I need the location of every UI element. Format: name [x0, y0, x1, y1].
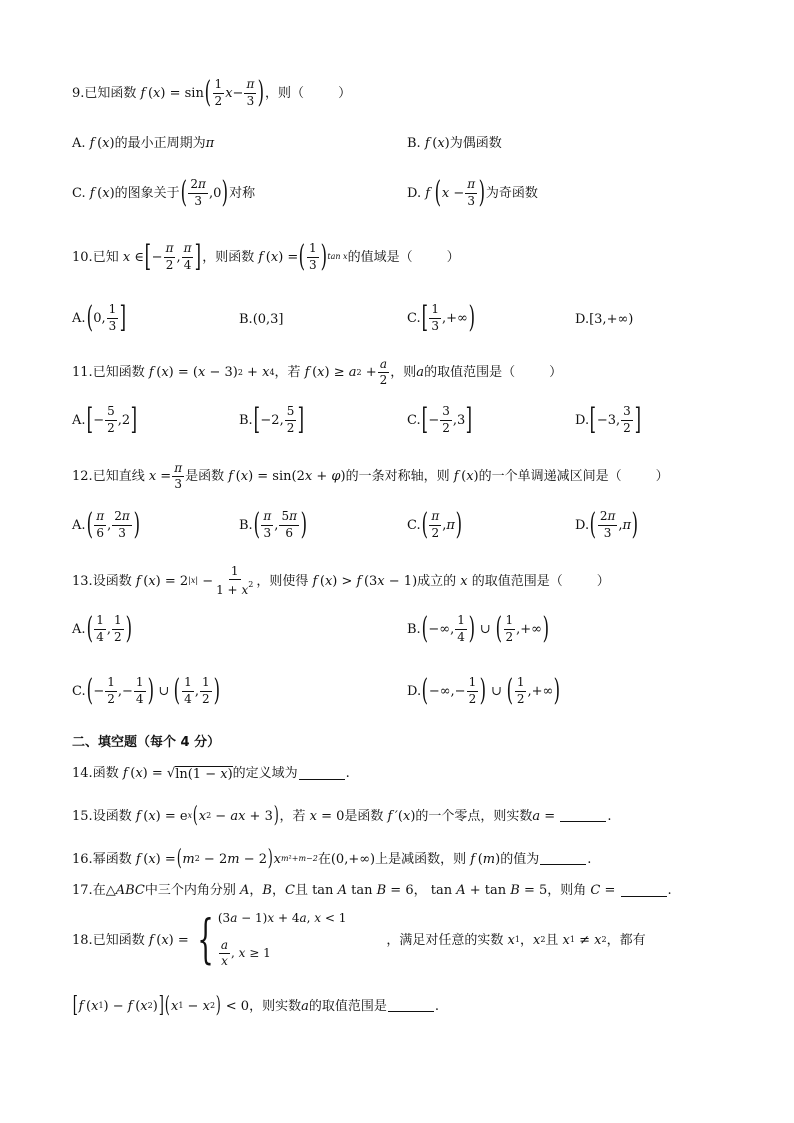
option-11a: A. [ − $\frac{5}{2}$ ,2 ] — [72, 402, 138, 437]
stem-text: ） — [596, 573, 610, 589]
question-number: 15. — [72, 808, 93, 824]
stem-text: ，则（ — [265, 85, 305, 101]
stem-text: 是函数 — [344, 808, 384, 824]
question-10: 10. 已知 x ∈ [ − $\frac{\pi}{2}$ , $\frac{\pi}{4}$ ] ，则函数 f ( x ) = ( $\frac{1}{3}$ ) tan x 的值域是（ ） — [72, 239, 460, 274]
question-number: 11. — [72, 365, 93, 381]
option-10d — [575, 313, 633, 326]
option-label: D. — [575, 517, 590, 533]
end-mark: . — [667, 883, 672, 898]
option-12a: A. ( $\frac{\pi}{6}$ , $\frac{2\pi}{3}$ ) — [72, 507, 140, 542]
option-9b: B. f ( x ) 为偶函数 — [407, 136, 502, 151]
option-value: (0,3] — [252, 312, 284, 327]
question-11: 11. 已知函数 f ( x ) = ( x − 3) 2 + x 4 ，若 f ( x ) ≥ a 2 + $\frac{a}{2}$ ，则 a 的取值范围是（ ） — [72, 357, 563, 388]
stem-text: ，都有 — [606, 932, 646, 948]
stem-text: ，则角 — [547, 883, 587, 898]
question-number: 17. — [72, 883, 93, 898]
option-label: D. — [575, 412, 590, 428]
option-13d: D. ( −∞,− $\frac{1}{2}$ ) ∪ ( $\frac{1}{2}$ ,+∞ ) — [407, 673, 561, 708]
stem-text: 的值为 — [500, 851, 540, 867]
question-18-line-2: [ f ( x 1 ) − f ( x 2 ) ] ( x 1 − x 2 ) < 0 ，则实数 a 的取值范围是 . — [72, 993, 439, 1018]
question-16: 16. 幂函数 f ( x ) = ( m 2 − 2 m − 2 ) x m²+m−2 在 (0,+∞) 上是减函数，则 f ( m ) 的值为 . — [72, 846, 592, 871]
stem-text: 的定义域为 — [232, 766, 298, 781]
option-label: B. — [239, 412, 253, 428]
stem-text: 的一条对称轴，则 — [345, 469, 450, 485]
option-11c: C. [ − $\frac{3}{2}$ ,3 ] — [407, 402, 473, 437]
stem-text: 的取值范围是（ — [424, 365, 516, 381]
option-label: D. — [407, 683, 422, 699]
option-label: C. — [407, 517, 421, 533]
stem-text: ， — [249, 883, 263, 898]
option-13a: A. ( $\frac{1}{4}$ , $\frac{1}{2}$ ) — [72, 611, 132, 646]
stem-text: ，若 — [279, 808, 306, 824]
option-label: B. — [407, 136, 421, 151]
option-label: B. — [239, 517, 253, 533]
stem-text: ） — [655, 469, 669, 485]
stem-text: ，则 — [390, 365, 417, 381]
option-label: A. — [72, 621, 86, 637]
end-mark: . — [587, 851, 592, 867]
option-label: D. — [575, 312, 590, 327]
option-text: 的最小正周期为 — [114, 136, 206, 151]
option-13c: C. ( − $\frac{1}{2}$ ,− $\frac{1}{4}$ ) ∪ ( $\frac{1}{4}$ , $\frac{1}{2}$ ) — [72, 673, 220, 708]
stem-text: ，若 — [274, 365, 301, 381]
option-label: B. — [239, 312, 253, 327]
option-text: 的图象关于 — [114, 185, 180, 201]
stem-text: ，则使得 — [256, 573, 309, 589]
end-mark: . — [345, 766, 350, 781]
option-label: C. — [407, 310, 421, 326]
question-number: 16. — [72, 851, 93, 867]
option-value: [3,+∞) — [589, 312, 634, 327]
question-12: 12. 已知直线 x = $\frac{\pi}{3}$ 是函数 f ( x ) = sin(2 x + φ ) 的一条对称轴，则 f ( x ) 的一个单调递减区间是（ ） — [72, 461, 669, 492]
question-number: 14. — [72, 766, 93, 781]
stem-text: ， — [271, 883, 285, 898]
stem-text: ，满足对任意的实数 — [386, 932, 504, 948]
stem-text: 是函数 — [185, 469, 225, 485]
stem-text: 且 — [294, 883, 308, 898]
stem-text: 幂函数 — [92, 851, 132, 867]
option-10b — [239, 313, 284, 326]
question-15: 15. 设函数 f ( x ) = e x ( x 2 − ax + 3 ) ，若 x = 0 是函数 f ′ ( x ) 的一个零点，则实数 a = . — [72, 803, 612, 828]
stem-text: ，则函数 — [202, 249, 255, 265]
option-12b: B. ( $\frac{\pi}{3}$ , $\frac{5\pi}{6}$ ) — [239, 507, 308, 542]
stem-text: 设函数 — [92, 808, 132, 824]
option-11b: B. [ −2, $\frac{5}{2}$ ] — [239, 402, 305, 437]
stem-text: ） — [446, 249, 460, 265]
question-9: 9. 已知函数 f ( x ) = sin ( $\frac{1}{2}$ x − $\frac{\pi}{3}$ ) ，则（ ） — [72, 75, 352, 110]
end-mark: . — [434, 998, 439, 1014]
option-label: D. — [407, 185, 422, 201]
question-18: 18. 已知函数 f ( x ) = { (3a − 1)x + 4a, x < 1 $\frac{a}{x}$ , x ≥ 1 ，满足对任意的实数 x 1 ， x 2 且 x 1 ≠ x 2 ，都有 — [72, 910, 646, 970]
stem-text: 在 — [92, 883, 106, 898]
question-13: 13. 设函数 f ( x ) = 2 |x| − $\frac{1}{1 + x^2}$ ，则使得 f ( x ) > f (3 x − 1) 成立的 x 的取值范围是（ ） — [72, 564, 610, 598]
question-number: 13. — [72, 573, 93, 589]
option-12d: D. ( $\frac{2\pi}{3}$ , π ) — [575, 507, 639, 542]
stem-text: ，则实数 — [249, 998, 302, 1014]
option-12c: C. ( $\frac{\pi}{2}$ , π ) — [407, 507, 463, 542]
stem-text: 的一个零点，则实数 — [415, 808, 533, 824]
stem-text: ） — [549, 365, 563, 381]
answer-blank[interactable] — [621, 885, 667, 897]
stem-text: 设函数 — [92, 573, 132, 589]
option-10a: A. ( 0, $\frac{1}{3}$ ] — [72, 300, 127, 335]
question-17: 17. 在 △ ABC 中三个内角分别 A ， B ， C 且 tan A tan B = 6 ， tan A + tan B = 5 ，则角 C = . — [72, 883, 672, 898]
stem-text: 的值域是（ — [347, 249, 413, 265]
option-13b: B. ( −∞, $\frac{1}{4}$ ) ∪ ( $\frac{1}{2}$ ,+∞ ) — [407, 611, 550, 646]
option-9c: C. f ( x ) 的图象关于 ( $\frac{2\pi}{3}$ ,0 ) 对称 — [72, 175, 256, 210]
stem-text: 已知 — [92, 249, 119, 265]
option-text: 为偶函数 — [449, 136, 502, 151]
section-heading: 二、填空题（每个 4 分） — [72, 735, 221, 750]
option-label: C. — [72, 185, 86, 201]
stem-text: 已知函数 — [92, 365, 145, 381]
stem-text: 上是减函数，则 — [375, 851, 467, 867]
question-14: 14. 函数 f ( x ) = √ ln(1 − x) 的定义域为 . — [72, 766, 350, 782]
stem-text: 的取值范围是 — [308, 998, 387, 1014]
answer-blank[interactable] — [299, 768, 345, 780]
option-label: A. — [72, 136, 86, 151]
stem-text: 的一个单调递减区间是（ — [478, 469, 622, 485]
stem-text: ） — [338, 85, 352, 101]
stem-text: 已知函数 — [84, 85, 137, 101]
option-label: B. — [407, 621, 421, 637]
answer-blank[interactable] — [540, 853, 586, 865]
option-9a: A. f ( x ) 的最小正周期为 π — [72, 136, 215, 151]
option-label: C. — [407, 412, 421, 428]
stem-text: 在 — [317, 851, 331, 867]
question-number: 12. — [72, 469, 93, 485]
question-number: 10. — [72, 249, 93, 265]
stem-text: 函数 — [92, 766, 119, 781]
stem-text: 的取值范围是（ — [471, 573, 563, 589]
option-label: A. — [72, 412, 86, 428]
answer-blank[interactable] — [560, 810, 606, 822]
stem-text: 已知函数 — [92, 932, 145, 948]
option-text: 为奇函数 — [485, 185, 538, 201]
option-label: A. — [72, 310, 86, 326]
stem-text: ， — [413, 883, 427, 898]
stem-text: 中三个内角分别 — [144, 883, 236, 898]
option-label: C. — [72, 683, 86, 699]
end-mark: . — [607, 808, 612, 824]
question-number: 9. — [72, 85, 85, 101]
stem-text: 且 — [545, 932, 559, 948]
option-label: A. — [72, 517, 86, 533]
option-11d: D. [ −3, $\frac{3}{2}$ ] — [575, 402, 641, 437]
option-text: 对称 — [229, 185, 256, 201]
option-10c: C. [ $\frac{1}{3}$ ,+∞ ) — [407, 300, 475, 335]
answer-blank[interactable] — [388, 1000, 434, 1012]
option-9d: D. f ( x − $\frac{\pi}{3}$ ) 为奇函数 — [407, 175, 538, 210]
question-number: 18. — [72, 932, 93, 948]
stem-text: ， — [519, 932, 533, 948]
stem-text: 成立的 — [417, 573, 457, 589]
stem-text: 已知直线 — [92, 469, 145, 485]
